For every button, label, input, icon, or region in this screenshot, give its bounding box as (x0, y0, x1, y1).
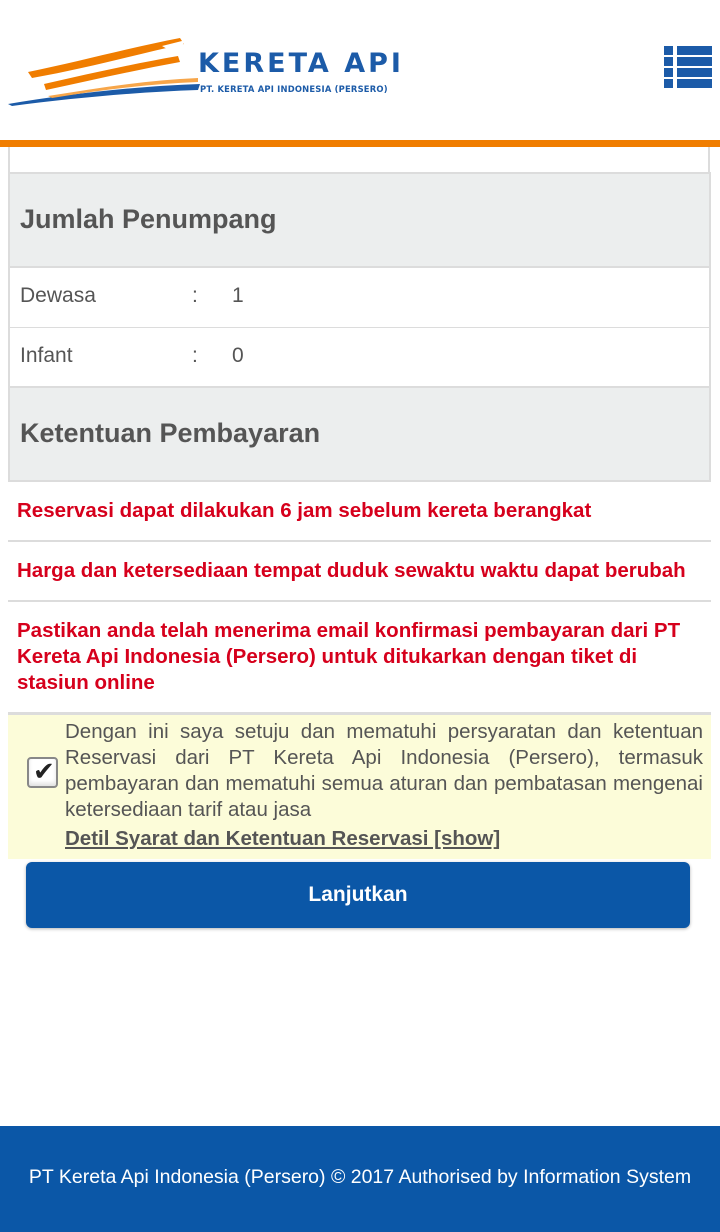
checkmark-icon: ✔ (33, 756, 55, 786)
payment-rule (8, 482, 711, 542)
site-header (0, 0, 720, 147)
passenger-row-infant (8, 328, 711, 389)
footer-text: PT Kereta Api Indonesia (Persero) © 2017 Authorised by Information System (28, 1166, 692, 1188)
separator-colon: : (192, 284, 198, 307)
agreement-checkbox[interactable] (27, 757, 58, 788)
payment-rule-text: Harga dan ketersediaan tempat duduk sewaktu waktu dapat berubah (17, 559, 686, 582)
site-footer (0, 1126, 720, 1232)
passenger-count: 0 (232, 344, 244, 367)
brand-name: KERETA API (198, 48, 404, 79)
agreement-text: Dengan ini saya setuju dan mematuhi persyaratan dan ketentuan Reservasi dari PT Kereta Api Indonesia (Persero), termasuk pembayaran dan mematuhi semua aturan dan pembatasan mengenai ketersediaan tarif atau jasa (65, 720, 703, 821)
hamburger-menu-icon[interactable] (664, 46, 712, 88)
terms-detail-link[interactable]: Detil Syarat dan Ketentuan Reservasi [show] (65, 827, 501, 850)
passenger-row-adult (8, 268, 711, 329)
passenger-label: Dewasa (20, 284, 96, 307)
agreement-box (8, 713, 711, 859)
continue-button[interactable]: Lanjutkan (26, 862, 690, 928)
passenger-section-header (8, 172, 711, 268)
separator-colon: : (192, 344, 198, 367)
payment-rule (8, 602, 711, 714)
logo-swoosh-icon (8, 34, 208, 106)
payment-rule-text: Pastikan anda telah menerima email konfirmasi pembayaran dari PT Kereta Api Indonesia (Persero) untuk ditukarkan dengan tiket di stasiun online (17, 619, 681, 694)
payment-terms-header (8, 386, 711, 482)
payment-rule-text: Reservasi dapat dilakukan 6 jam sebelum kereta berangkat (17, 499, 592, 522)
brand-subtitle: PT. KERETA API INDONESIA (PERSERO) (200, 84, 388, 94)
payment-terms-title: Ketentuan Pembayaran (20, 418, 321, 448)
payment-rule (8, 542, 711, 602)
passenger-count: 1 (232, 284, 244, 307)
kereta-api-logo[interactable] (8, 34, 428, 106)
passenger-section-title: Jumlah Penumpang (20, 204, 277, 234)
passenger-label: Infant (20, 344, 73, 367)
